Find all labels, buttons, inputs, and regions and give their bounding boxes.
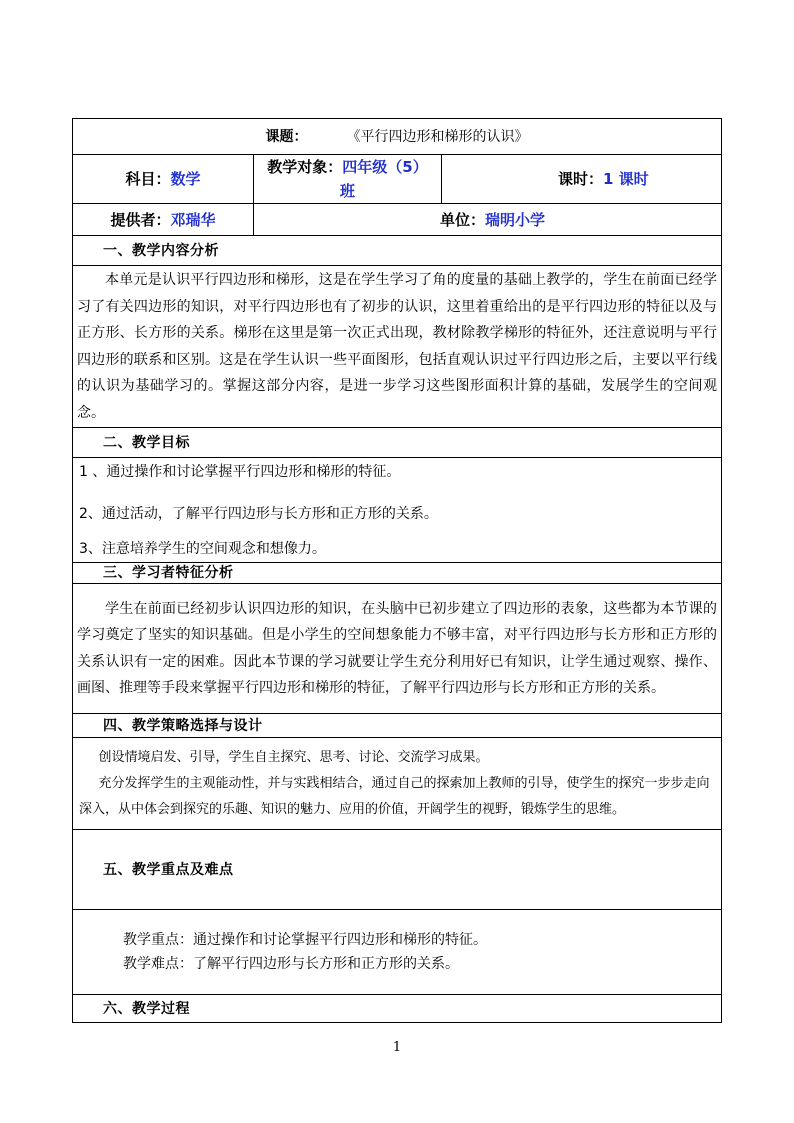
meta-row [73,155,722,204]
goal-item-2: 2、通过活动，了解平行四边形与长方形和正方形的关系。 [79,505,438,522]
section-1-body-row [73,266,722,428]
section-5-body-row [73,910,722,995]
audience-value: 四年级（5）班 [339,158,428,200]
topic-row [73,119,722,155]
section-3-header-row [73,563,722,584]
goal-item-1: 1 、通过操作和讨论掌握平行四边形和梯形的特征。 [79,463,401,480]
section-3-title: 三、学习者特征分析 [73,563,722,584]
subject-value: 数学 [170,170,201,188]
section-4-header-row [73,714,722,738]
section-2-title: 二、教学目标 [73,428,722,458]
section-6-header-row [73,995,722,1023]
topic-value: 《平行四边形和梯形的认识》 [346,128,529,145]
audience-label: 教学对象： [267,158,343,176]
provider-value: 邓瑞华 [170,210,216,229]
section-4-body-row [73,738,722,830]
hours-cell [442,155,722,204]
hours-label: 课时： [558,170,604,188]
goal-item-3: 3、注意培养学生的空间观念和想像力。 [79,540,326,557]
page-number: 1 [392,1040,402,1055]
lesson-plan-table [72,118,722,1023]
unit-cell [254,204,722,236]
audience-cell [254,155,442,204]
hours-value: 1 课时 [603,170,649,188]
strategy-body [73,738,722,830]
section-3-body-row [73,584,722,714]
content-analysis-text: 本单元是认识平行四边形和梯形，这是在学生学习了角的度量的基础上教学的，学生在前面已经学习了有关四边形的知识，对平行四边形也有了初步的认识，这里着重给出的是平行四边形的特征以及与正方形、长方形的关系。梯形在这里是第一次正式出现，教材除教学梯形的特征外，还注意说明与平行四边形的联系和区别。这是在学生认识一些平面图形，包括直观认识过平行四边形之后，主要以平行线的认识为基础学习的。掌握这部分内容，是进一步学习这些图形面积计算的基础，发展学生的空间观念。 [73,266,722,428]
topic-cell [73,119,722,155]
section-5-header-row [73,830,722,910]
section-2-body-row [73,458,722,563]
learner-analysis-text: 学生在前面已经初步认识四边形的知识，在头脑中已初步建立了四边形的表象，这些都为本节课的学习奠定了坚实的知识基础。但是小学生的空间想象能力不够丰富，对平行四边形与长方形和正方形的关系认识有一定的困难。因此本节课的学习就要让学生充分利用好已有知识，让学生通过观察、操作、画图、推理等手段来掌握平行四边形和梯形的特征，了解平行四边形与长方形和正方形的关系。 [73,584,722,714]
strategy-paragraph-1: 创设情境启发、引导，学生自主探究、思考、讨论、交流学习成果。 [98,749,489,765]
key-difficulty: 教学难点：了解平行四边形与长方形和正方形的关系。 [123,956,459,972]
provider-row [73,204,722,236]
unit-label: 单位： [440,210,486,229]
subject-cell [73,155,254,204]
strategy-paragraph-2: 充分发挥学生的主观能动性，并与实践相结合，通过自己的探索加上教师的引导，使学生的探究一步步走向深入，从中体会到探究的乐趣、知识的魅力、应用的价值，开阔学生的视野，锻炼学生的思维。 [79,775,710,817]
goals-list [73,458,722,563]
section-2-header-row [73,428,722,458]
section-6-title: 六、教学过程 [73,995,722,1023]
provider-label: 提供者： [110,210,171,229]
topic-label: 课题： [265,128,308,145]
provider-cell [73,204,254,236]
key-points-body [73,910,722,995]
section-4-title: 四、教学策略选择与设计 [73,714,722,738]
unit-value: 瑞明小学 [485,210,546,229]
section-5-title: 五、教学重点及难点 [73,830,722,910]
section-1-title: 一、教学内容分析 [73,236,722,266]
key-focus: 教学重点：通过操作和讨论掌握平行四边形和梯形的特征。 [123,932,487,948]
section-1-header-row [73,236,722,266]
subject-label: 科目： [125,170,171,188]
